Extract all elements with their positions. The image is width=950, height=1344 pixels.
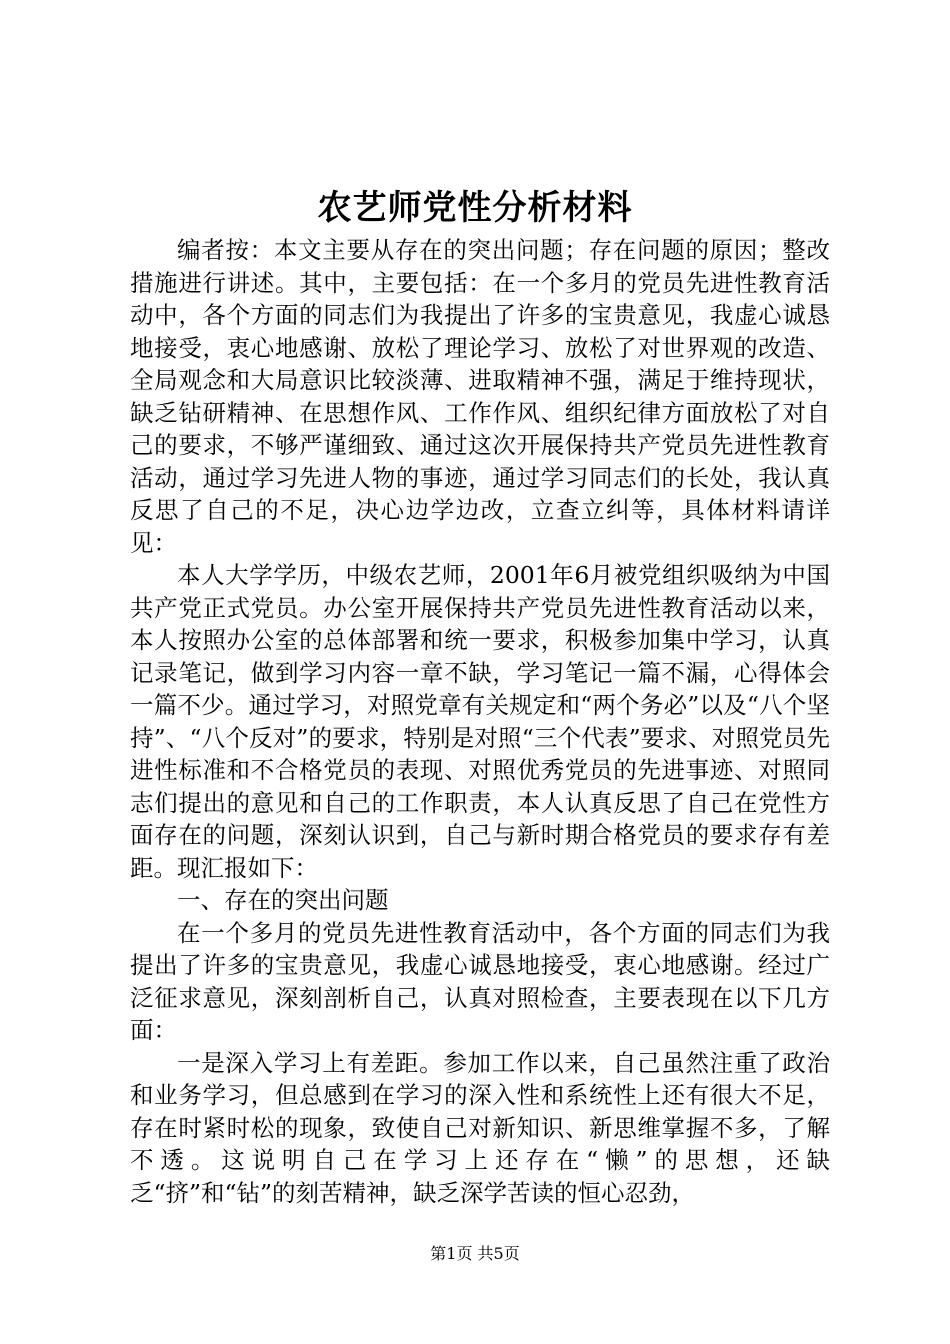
paragraph-problems-intro: 在一个多月的党员先进性教育活动中，各个方面的同志们为我提出了许多的宝贵意见，我虚心诚恳地接受，衷心地感谢。经过广泛征求意见，深刻剖析自己，认真对照检查，主要表现在以下几方面： [130,918,830,1044]
document-title: 农艺师党性分析材料 [317,188,633,228]
document-body [130,234,830,1209]
section-heading-problems: 一、存在的突出问题 [177,886,389,914]
paragraph-personal-background: 本人大学学历，中级农艺师，2001年6月被党组织吸纳为中国共产党正式党员。办公室开展保持共产党员先进性教育活动以来，本人按照办公室的总体部署和统一要求，积极参加集中学习，认真记录笔记，做到学习内容一章不缺，学习笔记一篇不漏，心得体会一篇不少。通过学习，对照党章有关规定和“两个务必”以及“八个坚持”、“八个反对”的要求，特别是对照“三个代表”要求、对照党员先进性标准和不合格党员的表现、对照优秀党员的先进事迹、对照同志们提出的意见和自己的工作职责，本人认真反思了自己在党性方面存在的问题，深刻认识到，自己与新时期合格党员的要求存有差距。现汇报如下： [130,561,830,882]
paragraph-study-gap: 一是深入学习上有差距。参加工作以来，自己虽然注重了政治和业务学习，但总感到在学习的深入性和系统性上还有很大不足，存在时紧时松的现象，致使自己对新知识、新思维掌握不多，了解不透。这说明自己在学习上还存在“懒”的思想，还缺乏“挤”和“钻”的刻苦精神，缺乏深学苦读的恒心忍劲， [130,1048,830,1207]
paragraph-editor-note: 编者按：本文主要从存在的突出问题；存在问题的原因；整改措施进行讲述。其中，主要包括：在一个多月的党员先进性教育活动中，各个方面的同志们为我提出了许多的宝贵意见，我虚心诚恳地接受，衷心地感谢、放松了理论学习、放松了对世界观的改造、全局观念和大局意识比较淡薄、进取精神不强，满足于维持现状，缺乏钻研精神、在思想作风、工作作风、组织纪律方面放松了对自己的要求，不够严谨细致、通过这次开展保持共产党员先进性教育活动，通过学习先进人物的事迹，通过学习同志们的长处，我认真反思了自己的不足，决心边学边改，立查立纠等，具体材料请详见： [130,236,830,557]
page-footer: 第1页 共5页 [430,1244,520,1263]
